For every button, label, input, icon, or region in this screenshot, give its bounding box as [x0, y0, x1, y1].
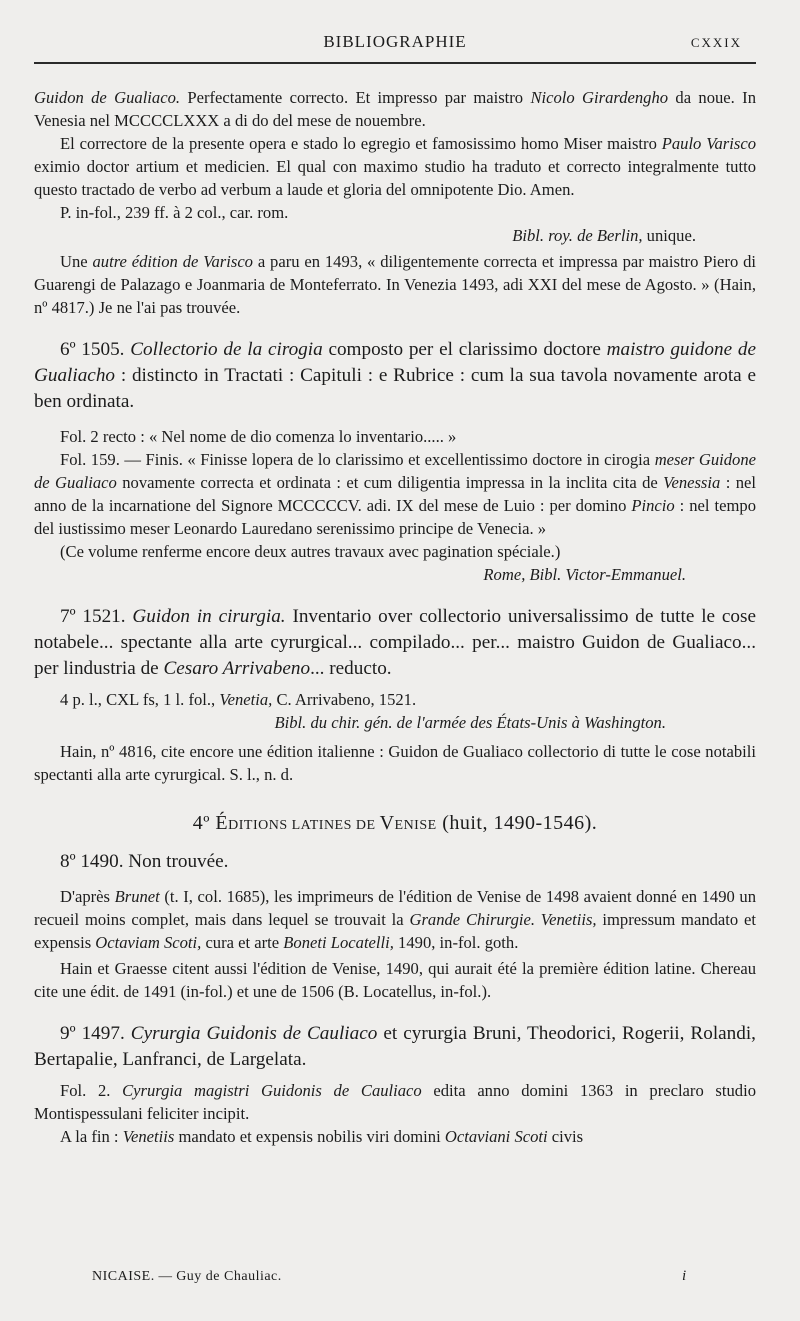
entry-1505-incipit: Fol. 2 recto : « Nel nome de dio comenza lo inventario..... »	[60, 427, 457, 446]
page-number: CXXIX	[690, 35, 742, 50]
entry-1497-heading: 9º 1497. Cyrurgia Guidonis de Cauliaco et cyrurgia Bruni, Theodorici, Rogerii, Rolandi, Bertapalie, Lanfranci, de Largelata.	[34, 1023, 756, 1070]
collation: P. in-fol., 239 ff. à 2 col., car. rom.	[60, 203, 289, 222]
header-rule	[34, 62, 756, 64]
entry-1490-heading: 8º 1490. Non trouvée.	[60, 851, 229, 872]
entry-1521-collation: 4 p. l., CXL fs, 1 l. fol., Venetia, C. Arrivabeno, 1521.	[60, 690, 417, 709]
note-paragraph: Une autre édition de Varisco a paru en 1493, « diligentemente correcta et impressa par maistro Piero di Guarengi de Palazago e Joanmaria de Monteferrato. In Venezia 1493, adi XXI del mese de Agosto. » (Hain, nº 4817.) Je ne l'ai pas trouvée.	[34, 252, 756, 317]
main-text	[34, 86, 756, 1148]
running-header	[34, 32, 756, 54]
entry-1521-heading: 7º 1521. Guidon in cirurgia. Inventario over collectorio universalissimo de tutte le cose notabele... spectante alla arte cyrurgical... compilado... per... maistro Guidon de Gualiaco... per lindustria de Cesaro Arrivabeno... reducto.	[34, 606, 756, 679]
entry-1497-colophon: A la fin : Venetiis mandato et expensis nobilis viri domini Octaviani Scoti civis	[60, 1127, 584, 1146]
footer-work: Guy de Chauliac.	[176, 1269, 282, 1284]
entry-1505-library: Rome, Bibl. Victor-Emmanuel.	[483, 565, 686, 584]
entry-1521-library: Bibl. du chir. gén. de l'armée des États-Unis à Washington.	[274, 713, 666, 732]
entry-1505-note: (Ce volume renferme encore deux autres travaux avec pagination spéciale.)	[60, 542, 561, 561]
entry-1490-brunet-note: D'après Brunet (t. I, col. 1685), les imprimeurs de l'édition de Venise de 1498 avaient donné en 1490 un recueil moins complet, mais dans lequel se trouvait la Grande Chirurgie. Venetiis, impressum mandato et expensis Octaviam Scoti, cura et arte Boneti Locatelli, 1490, in-fol. goth.	[34, 887, 756, 952]
entry-1505-colophon: Fol. 159. — Finis. « Finisse lopera de lo clarissimo et excellentissimo doctore in cirogia meser Guidone de Gualiaco novamente correcta et ordinata : et cum diligentia impressa in la inclita cita de Venessia : nel anno de la incarnatione del Signore MCCCCCV. adi. IX del mese de Luio : per domino Pincio : nel tempo del iustissimo meser Leonardo Lauredano serenissimo principe de Venecia. »	[34, 450, 756, 538]
corrector-paragraph: El correctore de la presente opera e stado lo egregio et famosissimo homo Miser maistro Paulo Varisco eximio doctor artium et medicien. El qual con maximo studio ha traduto et correcto integralmente tutto questo tractado de verbo ad verbum a laude et gloria del omnipotente Dio. Amen.	[34, 134, 756, 199]
colophon-paragraph: Guidon de Gualiaco. Perfectamente correcto. Et impresso par maistro Nicolo Girardengho da noue. In Venesia nel MCCCCLXXX a di do del mese de nouembre.	[34, 88, 756, 130]
running-title: BIBLIOGRAPHIE	[323, 32, 467, 51]
section-heading: 4º ÉDITIONS LATINES DE VENISE (huit, 1490-1546).	[192, 812, 598, 834]
holding-library: Bibl. roy. de Berlin, unique.	[512, 226, 696, 245]
signature-mark: i	[682, 1268, 687, 1284]
entry-1497-incipit: Fol. 2. Cyrurgia magistri Guidonis de Cauliaco edita anno domini 1363 in preclaro studio Montispessulani feliciter incipit.	[34, 1081, 756, 1123]
entry-1490-hain-note: Hain et Graesse citent aussi l'édition de Venise, 1490, qui aurait été la première édition latine. Chereau cite une édit. de 1491 (in-fol.) et une de 1506 (B. Locatellus, in-fol.).	[34, 959, 756, 1001]
page-footer: NICAISE. — Guy de Chauliac. i	[92, 1268, 687, 1284]
entry-1521-note: Hain, nº 4816, cite encore une édition italienne : Guidon de Gualiaco collectorio di tutte le cose notabili spectanti alla arte cyrurgical. S. l., n. d.	[34, 742, 756, 784]
footer-author: NICAISE.	[92, 1269, 155, 1284]
entry-1505-heading: 6º 1505. Collectorio de la cirogia composto per el clarissimo doctore maistro guidone de Gualiacho : distincto in Tractati : Capituli : e Rubrice : cum la sua tavola novamente arota e ben ordinata.	[34, 339, 757, 412]
